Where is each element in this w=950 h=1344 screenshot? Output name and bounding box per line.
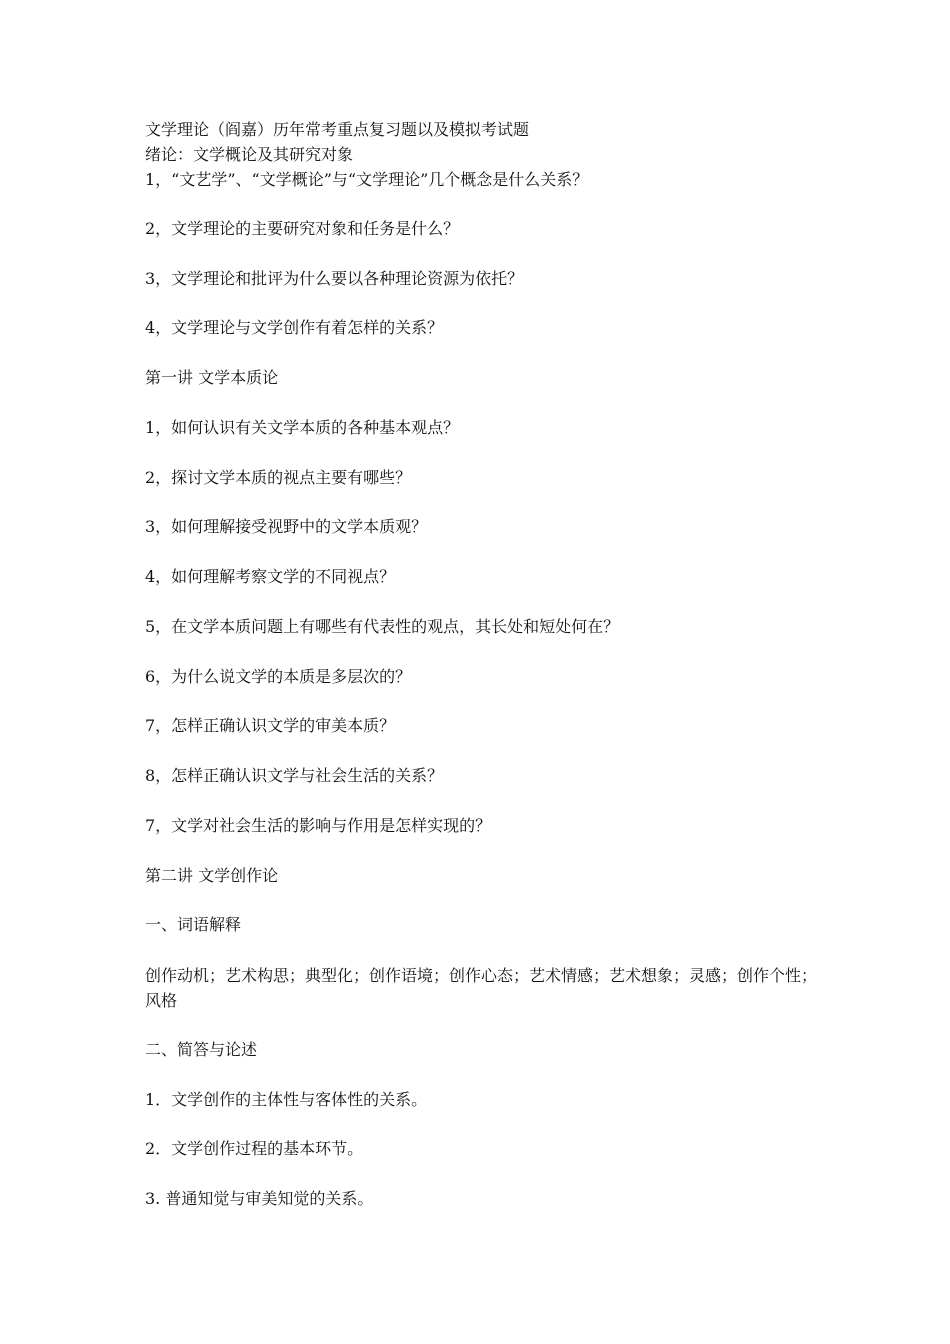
lecture1-question: 6，为什么说文学的本质是多层次的？ <box>145 667 412 686</box>
document-title: 文学理论（阎嘉）历年常考重点复习题以及模拟考试题 <box>145 120 530 139</box>
lecture1-question: 1，如何认识有关文学本质的各种基本观点？ <box>145 418 460 437</box>
lecture2-heading: 第二讲 文学创作论 <box>145 866 279 885</box>
intro-question: 4，文学理论与文学创作有着怎样的关系？ <box>145 318 444 337</box>
terms-heading: 一、词语解释 <box>145 915 242 934</box>
essay-question: 1．文学创作的主体性与客体性的关系。 <box>145 1090 428 1109</box>
intro-heading: 绪论：文学概论及其研究对象 <box>145 145 354 164</box>
essay-question: 2．文学创作过程的基本环节。 <box>145 1139 364 1158</box>
lecture1-question: 2，探讨文学本质的视点主要有哪些？ <box>145 468 412 487</box>
lecture1-question: 5，在文学本质问题上有哪些有代表性的观点，其长处和短处何在？ <box>145 617 620 636</box>
lecture1-heading: 第一讲 文学本质论 <box>145 368 279 387</box>
lecture1-question: 3，如何理解接受视野中的文学本质观？ <box>145 517 428 536</box>
lecture1-question: 7，怎样正确认识文学的审美本质？ <box>145 716 396 735</box>
lecture1-question: 4，如何理解考察文学的不同视点？ <box>145 567 396 586</box>
essay-heading: 二、简答与论述 <box>145 1040 258 1059</box>
terms-text: 创作动机；艺术构思；典型化；创作语境；创作心态；艺术情感；艺术想象；灵感；创作个性；风格 <box>145 966 818 1010</box>
intro-question: 3，文学理论和批评为什么要以各种理论资源为依托？ <box>145 269 524 288</box>
essay-question: 3. 普通知觉与审美知觉的关系。 <box>145 1189 374 1208</box>
intro-question: 2，文学理论的主要研究对象和任务是什么？ <box>145 219 460 238</box>
lecture1-question: 8，怎样正确认识文学与社会生活的关系？ <box>145 766 444 785</box>
lecture1-question: 7，文学对社会生活的影响与作用是怎样实现的？ <box>145 816 492 835</box>
intro-question: 1，“文艺学”、“文学概论”与“文学理论”几个概念是什么关系？ <box>145 170 589 189</box>
